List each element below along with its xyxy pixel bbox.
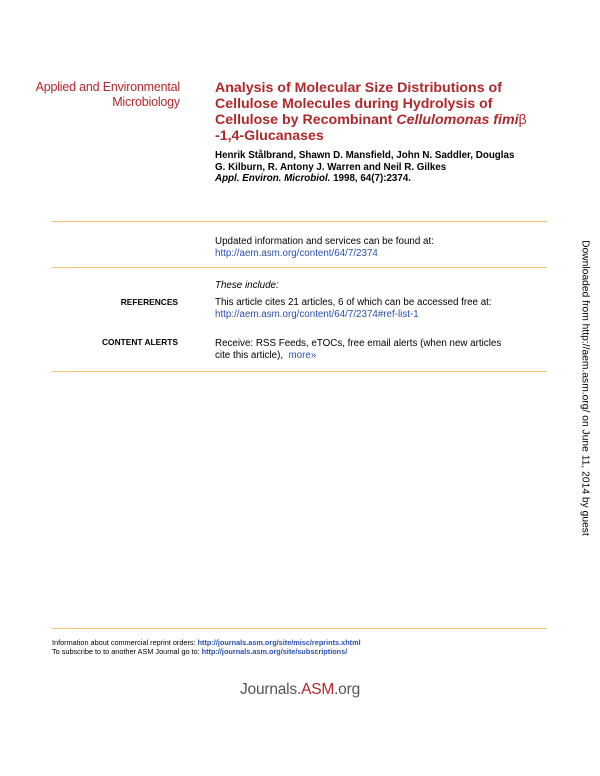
download-watermark: Downloaded from http://aem.asm.org/ on June 11, 2014 by guest [579,240,591,536]
citation-journal: Appl. Environ. Microbiol. [215,173,331,184]
reprint-text: Information about commercial reprint orders: [52,638,198,647]
journal-name [18,80,180,110]
references-link[interactable]: http://aem.asm.org/content/64/7/2374#ref-list-1 [215,308,419,320]
title-line4: -1,4-Glucanases [215,128,324,144]
updates-block [215,236,545,259]
subscribe-link[interactable]: http://journals.asm.org/site/subscriptions/ [201,647,348,656]
citation-details: 1998, 64(7):2374. [330,173,411,184]
logo-part3: .org [334,681,360,698]
more-link[interactable]: more» [288,349,317,361]
reprint-line [52,638,547,647]
title-organism: Cellulomonas fimi [396,112,519,128]
title-beta-symbol: β [518,112,527,128]
divider-top [52,221,547,222]
title-line2: Cellulose Molecules during Hydrolysis of [215,96,493,112]
journal-name-line2: Microbiology [112,95,180,109]
journals-asm-logo[interactable] [0,681,600,699]
content-alerts-line2-text: cite this article), [215,349,284,361]
author-list [215,150,555,173]
author-line1: Henrik Stålbrand, Shawn D. Mansfield, John N. Saddler, Douglas [215,150,515,161]
article-title [215,80,555,144]
divider-footer [52,628,547,629]
references-label: REFERENCES [120,297,178,307]
title-line3-start: Cellulose by Recombinant [215,112,397,128]
title-line3 [215,112,555,128]
subscribe-text: To subscribe to to another ASM Journal go to: [52,647,202,656]
references-block [215,297,545,320]
updates-link[interactable]: http://aem.asm.org/content/64/7/2374 [215,247,378,259]
logo-part2: ASM [301,681,335,698]
updates-text: Updated information and services can be found at: [215,236,434,247]
these-include: These include: [215,280,279,291]
journal-name-line1: Applied and Environmental [35,80,180,94]
divider-middle [52,267,547,268]
title-line1: Analysis of Molecular Size Distributions of [215,80,502,96]
content-alerts-line1: Receive: RSS Feeds, eTOCs, free email alerts (when new articles [215,338,502,349]
divider-lower [52,371,547,372]
content-alerts-block [215,338,545,361]
reprint-link[interactable]: http://journals.asm.org/site/misc/reprints.xhtml [197,638,361,647]
citation [215,173,555,185]
content-alerts-label: CONTENT ALERTS [102,337,178,347]
subscribe-line [52,647,547,656]
references-text: This article cites 21 articles, 6 of which can be accessed free at: [215,297,492,308]
logo-part1: Journals. [239,681,302,698]
author-line2: G. Kilburn, R. Antony J. Warren and Neil R. Gilkes [215,161,447,173]
content-alerts-line2 [215,350,545,362]
